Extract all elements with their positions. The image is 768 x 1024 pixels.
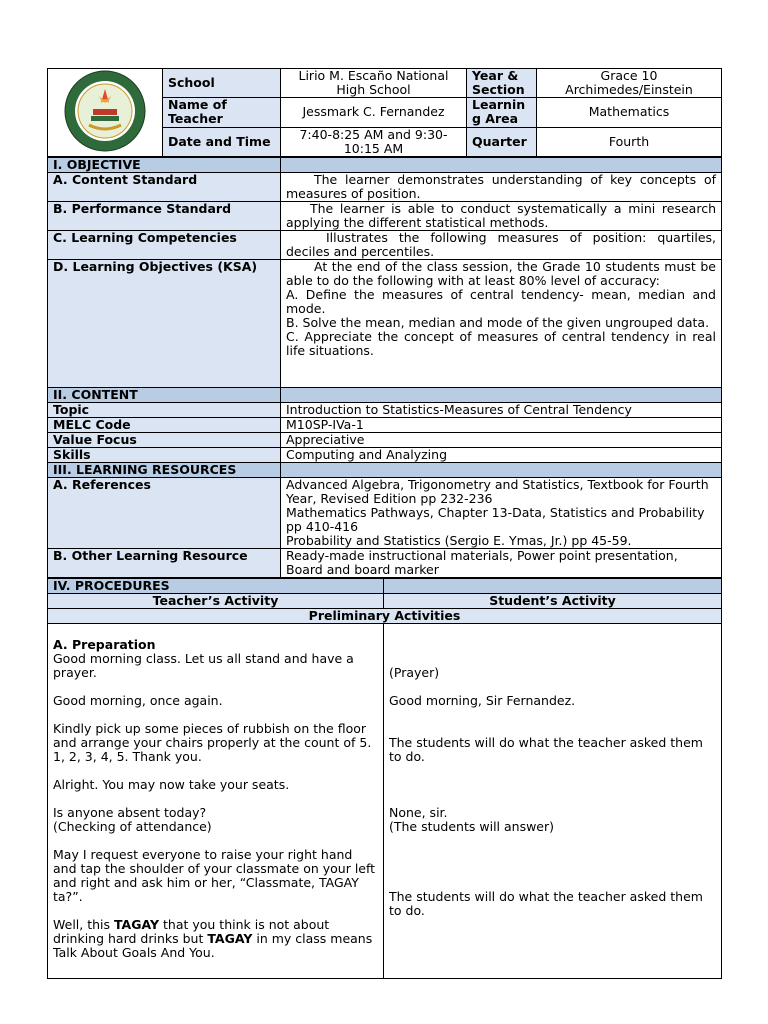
competencies-label: C. Learning Competencies <box>48 231 281 260</box>
student-activity-head: Student’s Activity <box>384 594 722 609</box>
ksa-c: C. Appreciate the concept of measures of central tendency in real life situations. <box>286 329 720 358</box>
student-line-5: None, sir. <box>389 805 448 820</box>
quarter-value: Fourth <box>537 127 722 156</box>
student-activity-column <box>384 624 722 979</box>
student-line-2: Good morning, Sir Fernandez. <box>389 693 576 708</box>
ksa-value <box>281 260 722 388</box>
date-label: Date and Time <box>163 127 281 156</box>
performance-standard-value: The learner is able to conduct systematically a mini research applying the different statistical methods. <box>281 202 722 231</box>
melc-value: M10SP-IVa-1 <box>281 418 722 433</box>
objective-table <box>47 157 722 578</box>
teacher-line-3b: 1, 2, 3, 4, 5. Thank you. <box>53 749 202 764</box>
tagay-mid: that you think is not about drinking hard drinks but <box>53 917 334 946</box>
teacher-activity-column <box>48 624 384 979</box>
reference-2: Mathematics Pathways, Chapter 13-Data, Statistics and Probability pp 410-416 <box>286 505 709 534</box>
lesson-plan <box>47 68 721 979</box>
year-value: Grace 10 Archimedes/Einstein <box>537 69 722 98</box>
procedures-title: IV. PROCEDURES <box>48 579 384 594</box>
value-focus-value: Appreciative <box>281 433 722 448</box>
content-standard-label: A. Content Standard <box>48 173 281 202</box>
other-resource-label: B. Other Learning Resource <box>48 549 281 578</box>
skills-label: Skills <box>48 448 281 463</box>
tagay-word-2: TAGAY <box>207 931 253 946</box>
tagay-pre: Well, this <box>53 917 114 932</box>
ksa-label: D. Learning Objectives (KSA) <box>48 260 281 388</box>
year-label: Year & Section <box>467 69 537 98</box>
school-logo <box>48 69 163 157</box>
school-label: School <box>163 69 281 98</box>
competencies-value: Illustrates the following measures of position: quartiles, deciles and percentiles. <box>281 231 722 260</box>
skills-value: Computing and Analyzing <box>281 448 722 463</box>
tagay-acronym: Talk About Goals And You. <box>53 945 215 960</box>
tagay-word: TAGAY <box>114 917 160 932</box>
teacher-line-1: Good morning class. Let us all stand and have a prayer. <box>53 651 358 680</box>
reference-3: Probability and Statistics (Sergio E. Ymas, Jr.) pp 45-59. <box>286 533 632 548</box>
performance-standard-label: B. Performance Standard <box>48 202 281 231</box>
tagay-post: in my class means <box>252 931 377 946</box>
teacher-line-3: Kindly pick up some pieces of rubbish on the floor and arrange your chairs properly at the count of 5. <box>53 721 372 750</box>
teacher-line-5: Is anyone absent today? <box>53 805 207 820</box>
content-standard-value: The learner demonstrates understanding of key concepts of measures of position. <box>281 173 722 202</box>
teacher-line-5b: (Checking of attendance) <box>53 819 212 834</box>
melc-label: MELC Code <box>48 418 281 433</box>
teacher-value: Jessmark C. Fernandez <box>281 98 467 127</box>
teacher-line-7 <box>53 918 378 960</box>
teacher-line-4: Alright. You may now take your seats. <box>53 777 290 792</box>
preparation-heading: A. Preparation <box>53 637 156 652</box>
teacher-line-2: Good morning, once again. <box>53 693 223 708</box>
header-table <box>47 68 722 157</box>
value-focus-label: Value Focus <box>48 433 281 448</box>
date-value: 7:40-8:25 AM and 9:30-10:15 AM <box>281 127 467 156</box>
school-seal-icon <box>63 69 147 153</box>
topic-value: Introduction to Statistics-Measures of Central Tendency <box>281 403 722 418</box>
ksa-a: A. Define the measures of central tendency- mean, median and mode. <box>286 287 720 316</box>
reference-1: Advanced Algebra, Trigonometry and Statistics, Textbook for Fourth Year, Revised Edition pp 232-236 <box>286 477 713 506</box>
preliminary-activities: Preliminary Activities <box>48 609 722 624</box>
ksa-intro: At the end of the class session, the Grade 10 students must be able to do the following with at least 80% level of accuracy: <box>286 259 720 288</box>
ksa-b: B. Solve the mean, median and mode of the given ungrouped data. <box>286 315 710 330</box>
teacher-line-6: May I request everyone to raise your right hand and tap the shoulder of your classmate on your left and right and ask him or her, “Classmate, TAGAY ta?”. <box>53 847 380 904</box>
topic-label: Topic <box>48 403 281 418</box>
other-resource-value: Ready-made instructional materials, Power point presentation, Board and board marker <box>281 549 722 578</box>
teacher-label: Name of Teacher <box>163 98 281 127</box>
references-label: A. References <box>48 478 281 549</box>
student-line-6: The students will do what the teacher asked them to do. <box>389 889 707 918</box>
school-value: Lirio M. Escaño National High School <box>281 69 467 98</box>
teacher-activity-head: Teacher’s Activity <box>48 594 384 609</box>
references-value <box>281 478 722 549</box>
student-line-5b: (The students will answer) <box>389 819 555 834</box>
procedures-table <box>47 578 722 979</box>
area-label: Learnin g Area <box>467 98 537 127</box>
student-line-1: (Prayer) <box>389 665 440 680</box>
student-line-3: The students will do what the teacher asked them to do. <box>389 735 707 764</box>
content-title: II. CONTENT <box>48 388 281 403</box>
objective-title: I. OBJECTIVE <box>48 158 281 173</box>
quarter-label: Quarter <box>467 127 537 156</box>
resources-title: III. LEARNING RESOURCES <box>48 463 281 478</box>
area-value: Mathematics <box>537 98 722 127</box>
